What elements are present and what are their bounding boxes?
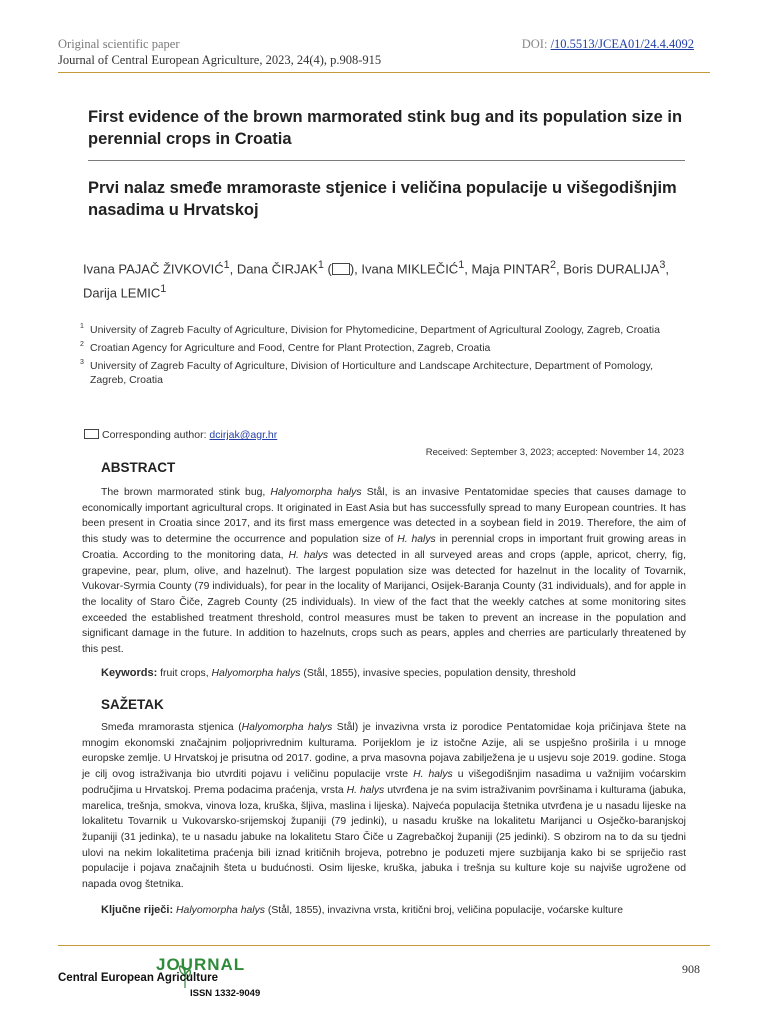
author-name: Boris DURALIJA bbox=[563, 261, 660, 277]
footer-rule bbox=[58, 945, 710, 946]
affiliation-item bbox=[80, 341, 690, 355]
species-name: H. halys bbox=[288, 549, 329, 561]
species-name: H. halys bbox=[397, 534, 436, 546]
affiliation-number: 1 bbox=[80, 323, 84, 330]
author-name: Darija LEMIC bbox=[83, 285, 161, 301]
doi-link[interactable]: /10.5513/JCEA01/24.4.4092 bbox=[550, 37, 694, 51]
envelope-icon bbox=[84, 429, 99, 439]
author-affil-sup: 3 bbox=[659, 259, 666, 271]
header-rule bbox=[58, 72, 710, 73]
keywords-label: Keywords: bbox=[101, 667, 158, 679]
sazetak-run: Smeđa mramorasta stjenica ( bbox=[101, 722, 242, 733]
abstract-run: was detected in all surveyed areas and crops (apple, apricot, cherry, fig, grapevine, pear, plum, olive, and hazelnut). The largest population size was detected for hazelnut in the locality of Tovarnik, Vukovar-Syrmia County (79 individuals), for pear in the locality of Marijanci, Osijek-Baranja County (31 individuals), and for apple in the locality of Staro Čiče, Zagreb County (25 individuals). In view of the fact that the weekly catches at some monitoring sites exceeded the established treatment threshold, control measures must be taken to prevent an increase in the population and significant damage in the future. In addition to hazelnuts, crops such as pears, apples and cherries are particularly threatened by this pest. bbox=[82, 549, 686, 656]
kljucne-run: (Stål, 1855), invazivna vrsta, kritični broj, veličina populacije, voćarske kulture bbox=[264, 905, 624, 916]
keywords-run: fruit crops, bbox=[157, 668, 212, 679]
affiliation-text: University of Zagreb Faculty of Agriculture, Division of Horticulture and Landscape Architecture, Department of Pomology, Zagreb, Croatia bbox=[90, 360, 653, 386]
abstract-run: Stål, is an invasive Pentatomidae species that causes damage to economically important agricultural crops. It originated in East Asia but has successfully spread to many European countries. It has been present in Croatia since 2017, and its first mass emergence was detected in a soybean field in 2019. Therefore, the aim of this study was to determine the occurrence and population size of bbox=[82, 487, 686, 546]
affiliation-item bbox=[80, 359, 690, 387]
title-divider bbox=[88, 160, 685, 161]
sazetak-run: Stål) je invazivna vrsta iz porodice Pentatomidae koja pričinjava štete na mnogim ekonomski značajnim poljoprivrednim kulturama. Porijeklom je iz istočne Azije, ali se uspješno proširila i u mnoge europske zemlje. U Hrvatskoj je prisutna od 2017. godine, a prva masovna pojava zabilježena je u usjevu soje 2019. godine. Stoga je cilj ovog istraživanja bio utvrditi pojavu i veličinu populacije vrste bbox=[82, 722, 686, 781]
species-name: H. halys bbox=[346, 784, 385, 796]
journal-citation: Journal of Central European Agriculture, 2023, 24(4), p.908-915 bbox=[58, 53, 382, 67]
kljucne-label: Ključne riječi: bbox=[101, 904, 174, 916]
author-affil-sup: 1 bbox=[160, 283, 167, 296]
doi bbox=[522, 37, 694, 52]
keywords bbox=[101, 667, 576, 679]
article-type: Original scientific paper bbox=[58, 37, 180, 51]
affiliation-number: 3 bbox=[80, 359, 84, 366]
affiliation-number: 2 bbox=[80, 341, 84, 348]
corresponding-author bbox=[84, 429, 277, 441]
abstract-run: in perennial crops in important fruit growing areas in Croatia. According to the monitoring data, bbox=[82, 534, 686, 561]
affiliation-text: Croatian Agency for Agriculture and Food, Centre for Plant Protection, Zagreb, Croatia bbox=[90, 342, 491, 354]
species-name: Halyomorpha halys bbox=[241, 722, 333, 733]
affiliations bbox=[80, 323, 690, 391]
title-english: First evidence of the brown marmorated stink bug and its population size in perennial crops in Croatia bbox=[88, 108, 683, 148]
sazetak-heading: SAŽETAK bbox=[101, 697, 164, 712]
received-dates: Received: September 3, 2023; accepted: November 14, 2023 bbox=[425, 447, 684, 458]
abstract-run: The brown marmorated stink bug, bbox=[101, 487, 271, 498]
corresponding-email-link[interactable]: dcirjak@agr.hr bbox=[209, 429, 278, 441]
kljucne-rijeci bbox=[101, 904, 623, 916]
sazetak-run: u višegodišnjim nasadima u važnijim voćarskim područjima u Hrvatskoj. Prema podacima praćenja, vrsta bbox=[82, 769, 687, 796]
author-affil-sup: 2 bbox=[549, 259, 556, 271]
author-name: Ivana MIKLEČIĆ bbox=[361, 261, 459, 277]
sazetak-text bbox=[82, 720, 686, 893]
affiliation-item bbox=[80, 323, 690, 337]
author-list: Ivana PAJAČ ŽIVKOVIĆ$^1$, Dana ČIRJAK$^1$ ( ), Ivana MIKLEČIĆ$^1$, Maja PINTAR$^2$, Boris DURALIJA$^3$, Darija LEMIC$^1$ bbox=[83, 259, 669, 301]
species-name: Halyomorpha halys bbox=[176, 905, 265, 916]
logo-journal-word: JOURNAL bbox=[156, 955, 246, 974]
sazetak-run: utvrđena je na svim istraživanim površinama i kulturama (jabuka, marelica, trešnja, smokva, vinova loza, kruška, šljiva, maslina i lijeska). Najveća populacija štetnika utvrđena je u nasadu lijeske na lokalitetu Tovarnik u Vukovarsko-srijemskoj županiji (79 jedinki), u nasadu kruške na lokalitetu Marijanci u Osječko-baranjskoj županiji (31 jedinka), te u nasadu jabuke na lokalitetu Staro Čiče u Zagrebačkoj županiji (25 jedinki). S obzirom na to da su tjedni ulovi na nekim lokalitetima praćenja bili iznad kritičnih brojeva, potrebno je poduzeti mjere suzbijanja kako bi se spriječio rast populacije i pojava značajnih šteta u budućnosti. Osim lijeske, kruška, jabuka i trešnja su kulture koje su najviše ugrožene od napada ovog štetnika. bbox=[82, 784, 686, 891]
author-name: Maja PINTAR bbox=[471, 261, 550, 277]
logo-issn: ISSN 1332-9049 bbox=[190, 988, 261, 999]
journal-logo bbox=[58, 955, 298, 1005]
species-name: Halyomorpha halys bbox=[270, 487, 362, 498]
running-header bbox=[58, 37, 478, 68]
abstract-text bbox=[82, 485, 686, 658]
affiliation-text: University of Zagreb Faculty of Agriculture, Division for Phytomedicine, Department of Agricultural Zoology, Zagreb, Croatia bbox=[90, 324, 660, 336]
logo-journal-name: Central European Agriculture bbox=[58, 972, 218, 984]
author-name: Dana ČIRJAK bbox=[236, 261, 318, 277]
author-affil-sup: 1 bbox=[317, 259, 324, 271]
page-number: 908 bbox=[682, 962, 700, 976]
keywords-run: (Stål, 1855), invasive species, population density, threshold bbox=[300, 668, 576, 679]
author-affil-sup: 1 bbox=[223, 259, 230, 271]
abstract-heading: ABSTRACT bbox=[101, 460, 176, 475]
author-affil-sup: 1 bbox=[458, 259, 465, 271]
doi-label: DOI: bbox=[521, 37, 551, 51]
species-name: H. halys bbox=[413, 769, 453, 781]
species-name: Halyomorpha halys bbox=[211, 668, 301, 679]
title-croatian: Prvi nalaz smeđe mramoraste stjenice i veličina populacije u višegodišnjim nasadima u Hrvatskoj bbox=[88, 179, 677, 219]
mail-icon[interactable] bbox=[332, 263, 350, 275]
corresponding-label: Corresponding author: bbox=[102, 429, 210, 441]
author-name: Ivana PAJAČ ŽIVKOVIĆ bbox=[83, 261, 224, 277]
